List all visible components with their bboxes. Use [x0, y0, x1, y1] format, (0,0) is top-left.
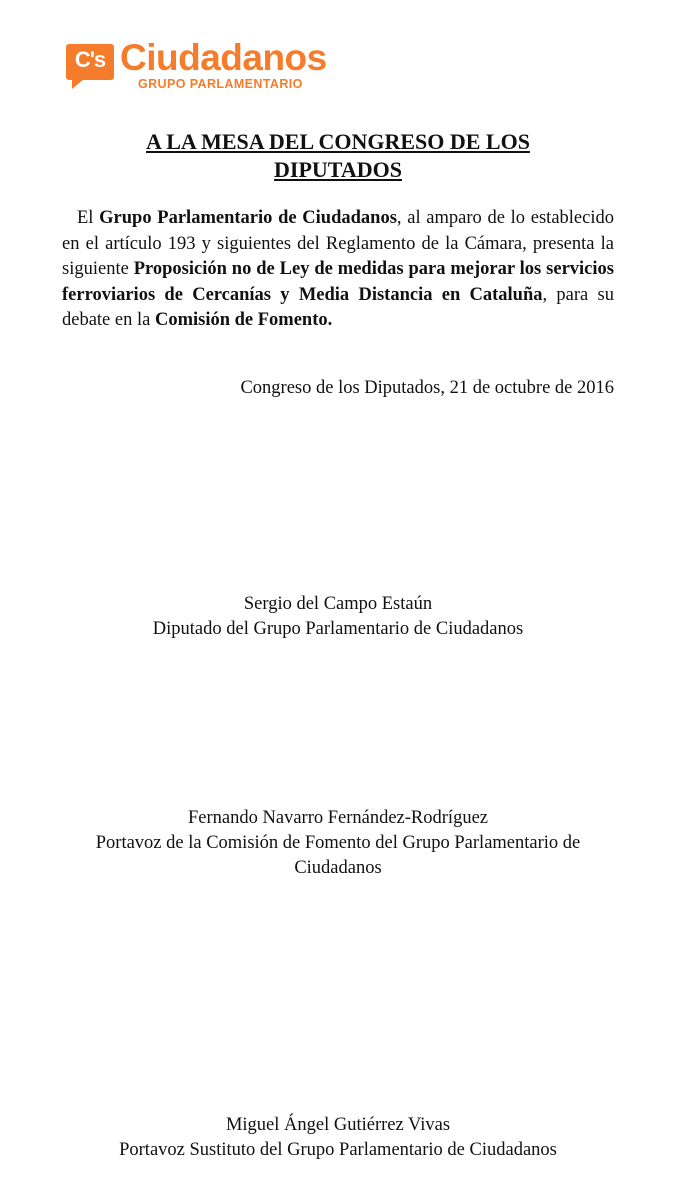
signature-role: Portavoz de la Comisión de Fomento del Grupo Parlamentario de Ciudadanos: [95, 833, 581, 878]
logo-subtitle: GRUPO PARLAMENTARIO: [138, 77, 303, 91]
signature-block-3: [40, 1113, 636, 1163]
body-bold-group: Grupo Parlamentario de Ciudadanos: [99, 208, 397, 228]
signature-role: Portavoz Sustituto del Grupo Parlamentario de Ciudadanos: [119, 1140, 557, 1160]
signature-name: Sergio del Campo Estaún: [243, 594, 433, 614]
logo-name: Ciudadanos: [120, 37, 327, 78]
body-text-1: El: [77, 208, 100, 228]
heading-line-2: DIPUTADOS: [274, 157, 402, 182]
signature-role: Diputado del Grupo Parlamentario de Ciudadanos: [152, 619, 524, 639]
body-bold-commission: Comisión de Fomento.: [154, 310, 333, 330]
body-text-3: , para su debate en la: [62, 284, 614, 330]
signature-name: Fernando Navarro Fernández-Rodríguez: [188, 808, 488, 828]
signature-name: Miguel Ángel Gutiérrez Vivas: [225, 1115, 451, 1135]
date-line: Congreso de los Diputados, 21 de octubre de 2016: [240, 378, 614, 398]
body-text-2: , al amparo de lo establecido en el artículo 193 y siguientes del Reglamento de la Cámara, presenta la siguiente: [62, 208, 614, 279]
ciudadanos-logo: [66, 37, 366, 100]
signature-block-1: [40, 592, 636, 642]
document-heading: [60, 128, 616, 184]
logo-badge: [66, 44, 114, 80]
logo-badge-text: C's: [74, 47, 106, 72]
signature-block-2: [40, 806, 636, 881]
body-bold-proposal: Proposición no de Ley de medidas para mejorar los servicios ferroviarios de Cercanías y Media Distancia en Cataluña: [62, 259, 614, 305]
heading-line-1: A LA MESA DEL CONGRESO DE LOS: [146, 129, 530, 154]
body-paragraph: [62, 206, 614, 334]
